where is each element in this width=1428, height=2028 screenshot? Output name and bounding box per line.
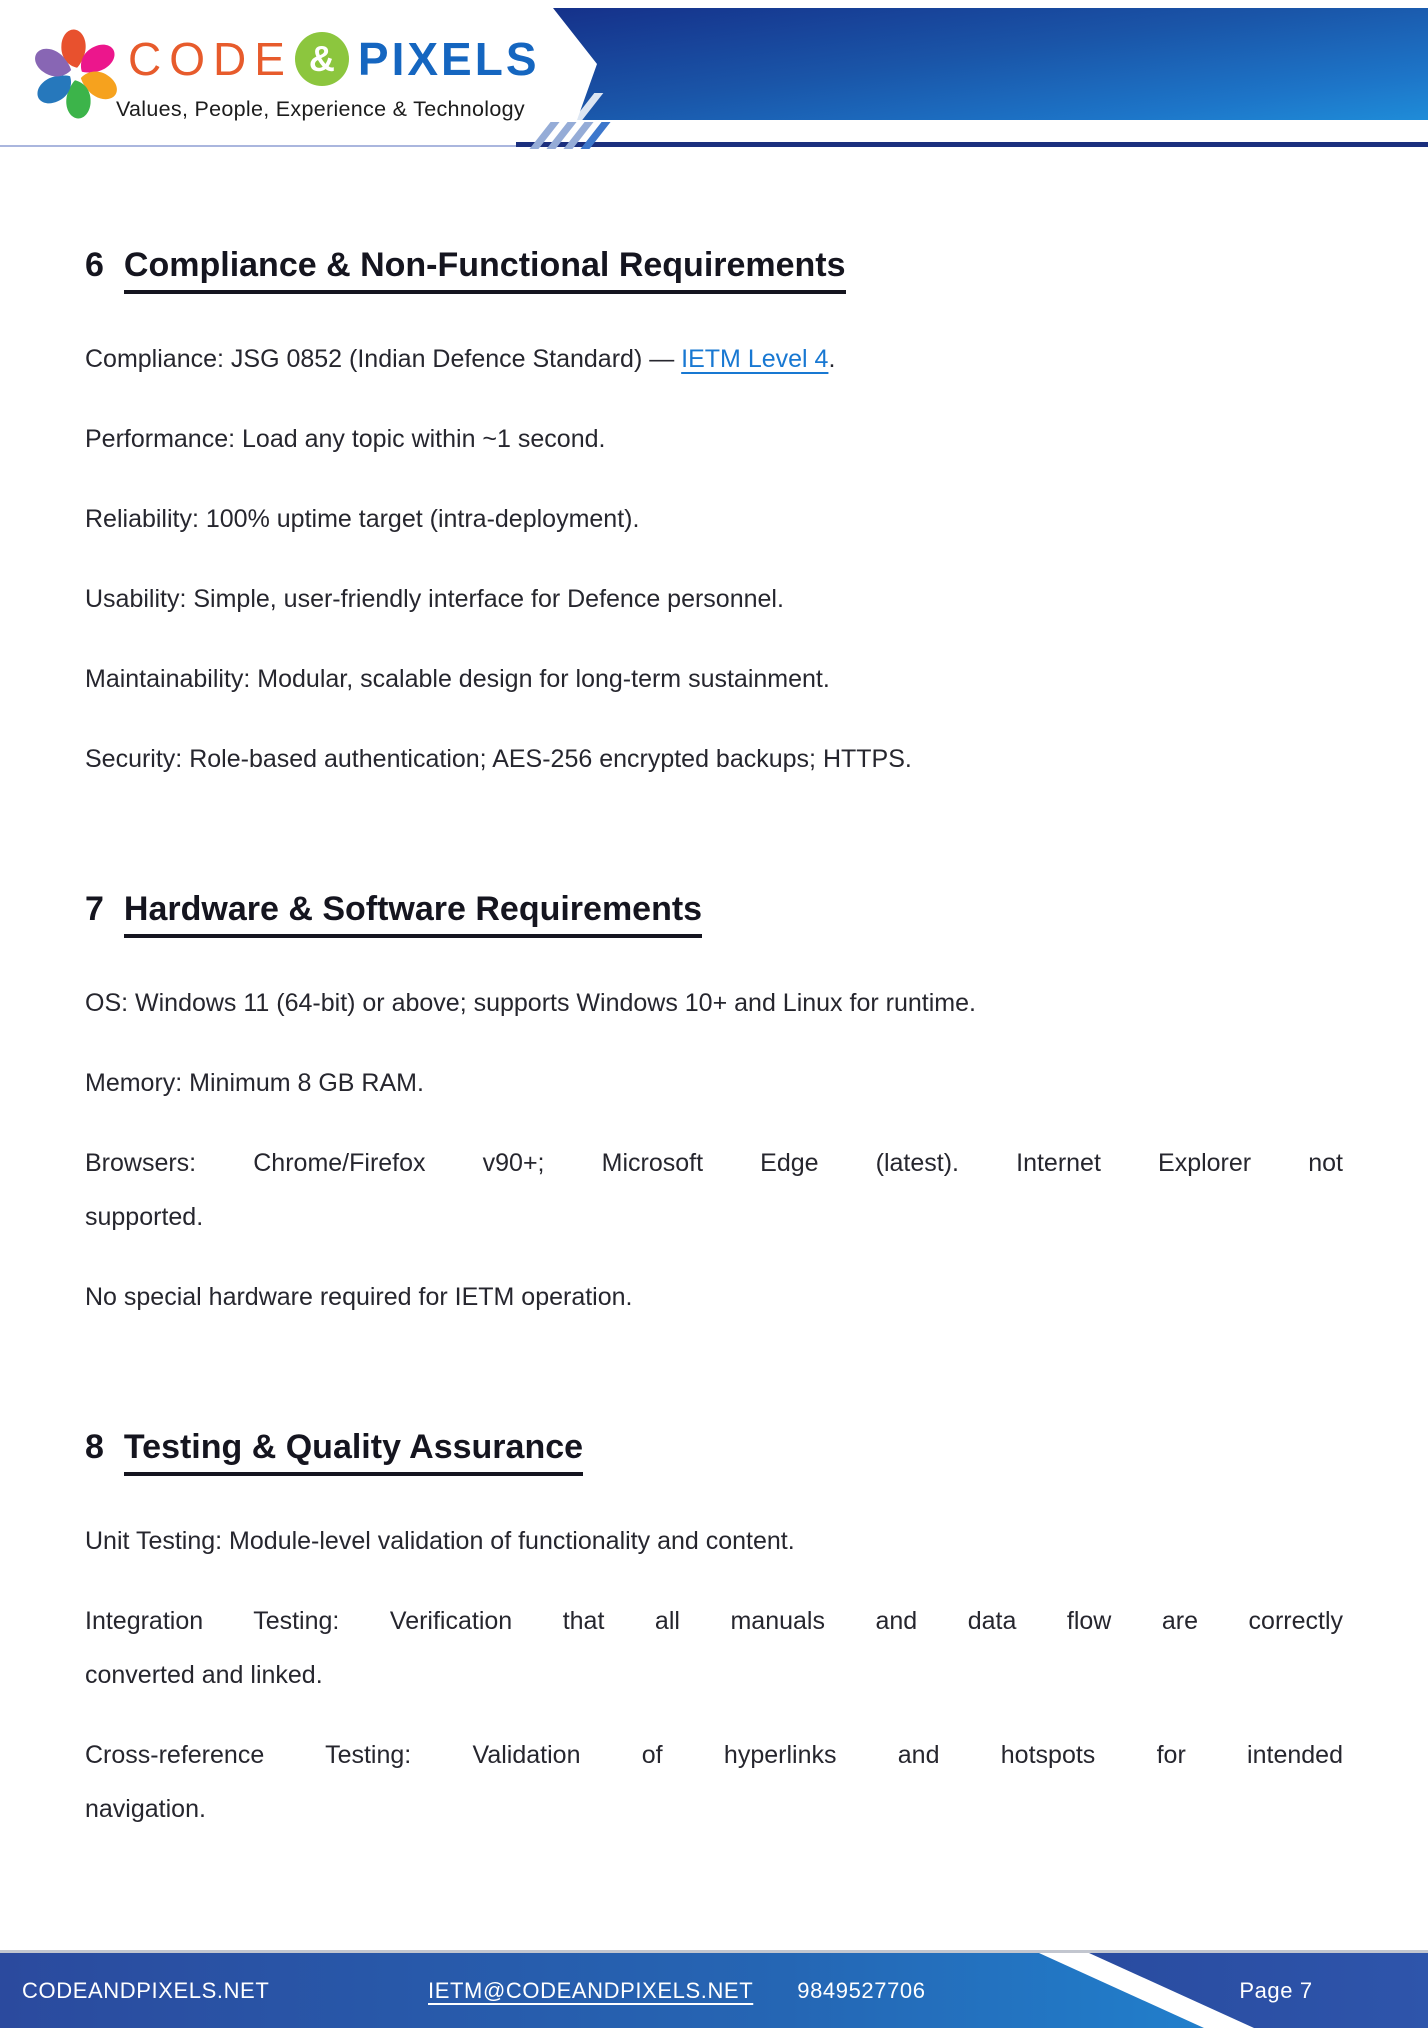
- cross-reference-line-1: Cross-reference Testing: Validation of hyperlinks and hotspots for intended: [85, 1741, 1343, 1769]
- paragraph-integration-testing: [85, 1594, 1343, 1702]
- footer-phone: 9849527706: [797, 1977, 926, 2003]
- footer-website: CODEANDPIXELS.NET: [22, 1977, 270, 2003]
- paragraph-performance: Performance: Load any topic within ~1 second.: [85, 425, 606, 453]
- section-title: Testing & Quality Assurance: [124, 1428, 583, 1476]
- header-banner-ribbon: [553, 8, 1428, 120]
- paragraph-memory: Memory: Minimum 8 GB RAM.: [85, 1069, 424, 1097]
- footer-page-number: Page 7: [1239, 1977, 1313, 2003]
- ietm-level-4-link[interactable]: IETM Level 4: [681, 345, 829, 373]
- cross-reference-line-2: navigation.: [85, 1795, 206, 1823]
- section-testing-qa: [85, 1428, 1343, 1836]
- logo-tagline: Values, People, Experience & Technology: [116, 97, 525, 121]
- paragraph-browsers: [85, 1136, 1343, 1244]
- section-compliance: [85, 246, 1343, 786]
- paragraph-os: OS: Windows 11 (64-bit) or above; supports Windows 10+ and Linux for runtime.: [85, 989, 976, 1017]
- pinwheel-logo-icon: [24, 18, 128, 130]
- header-rule-dark: [516, 142, 1428, 147]
- logo-code-text: CODE: [128, 33, 293, 85]
- paragraph-hardware: No special hardware required for IETM operation.: [85, 1283, 633, 1311]
- document-body: [85, 150, 1343, 1862]
- paragraph-unit-testing: Unit Testing: Module-level validation of functionality and content.: [85, 1527, 795, 1555]
- section-title: Compliance & Non-Functional Requirements: [124, 246, 846, 294]
- compliance-text: Compliance: JSG 0852 (Indian Defence Standard) —: [85, 345, 682, 373]
- compliance-text-end: .: [828, 345, 836, 373]
- company-logo: [128, 32, 540, 86]
- page-header: [0, 0, 1428, 150]
- paragraph-compliance: [85, 332, 1343, 386]
- integration-line-1: Integration Testing: Verification that all manuals and data flow are correctly: [85, 1607, 1343, 1635]
- page-footer: [0, 1953, 1428, 2028]
- section-number: 8: [85, 1428, 104, 1466]
- integration-line-2: converted and linked.: [85, 1661, 323, 1689]
- section-number: 6: [85, 246, 104, 284]
- ampersand-badge: [295, 32, 349, 86]
- paragraph-reliability: Reliability: 100% uptime target (intra-deployment).: [85, 505, 640, 533]
- ampersand-text: &: [308, 38, 335, 79]
- paragraph-maintainability: Maintainability: Modular, scalable design for long-term sustainment.: [85, 665, 830, 693]
- section-heading: [85, 1428, 1343, 1476]
- paragraph-security: Security: Role-based authentication; AES-256 encrypted backups; HTTPS.: [85, 745, 912, 773]
- browsers-line-1: Browsers: Chrome/Firefox v90+; Microsoft Edge (latest). Internet Explorer not: [85, 1149, 1343, 1177]
- section-heading: [85, 246, 1343, 294]
- section-title: Hardware & Software Requirements: [124, 890, 702, 938]
- paragraph-usability: Usability: Simple, user-friendly interface for Defence personnel.: [85, 585, 784, 613]
- browsers-line-2: supported.: [85, 1203, 204, 1231]
- section-number: 7: [85, 890, 104, 928]
- logo-pixels-text: PIXELS: [357, 33, 540, 85]
- section-hardware-software: [85, 890, 1343, 1324]
- footer-email-link[interactable]: IETM@CODEANDPIXELS.NET: [428, 1977, 754, 2003]
- section-heading: [85, 890, 1343, 938]
- paragraph-cross-reference-testing: [85, 1728, 1343, 1836]
